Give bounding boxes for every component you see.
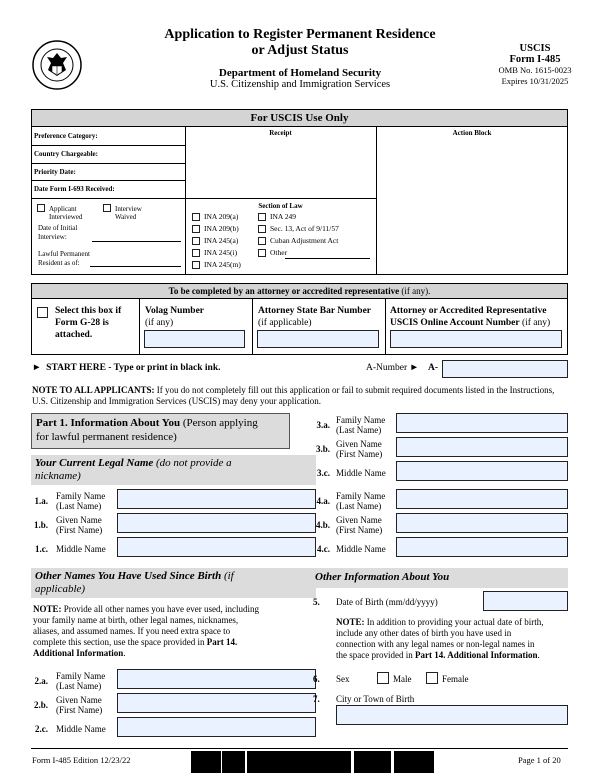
other-name-label: Middle Name (56, 724, 106, 734)
other-name-3-number: 3.b. (315, 444, 330, 454)
sex-male-label: Male (393, 674, 412, 684)
other-name-input[interactable] (117, 669, 316, 689)
priority-date-label: Priority Date: (34, 168, 76, 176)
other-names-note: NOTE: Provide all other names you have ever used, including your family name at birth, other legal names, nicknames, aliases, and assumed names. If you need extra space to complete this section, use the space provided in Part 14. Additional Information. (33, 604, 259, 658)
online-account-label-line1: Attorney or Accredited Representative (390, 306, 547, 316)
ina-left-label: INA 245(m) (204, 260, 241, 269)
current-name-label: Given Name (First Name) (56, 515, 103, 535)
agency-short: USCIS (519, 43, 551, 54)
other-name-label: Family Name (Last Name) (56, 671, 106, 691)
form-title-line2: or Adjust Status (251, 43, 349, 58)
date-initial-interview-label: Date of Initial Interview: (38, 224, 78, 241)
ina-left-label: INA 209(a) (204, 212, 239, 221)
volag-number-label: Volag Number (145, 306, 205, 316)
other-name-number: 2.a. (34, 676, 48, 686)
sex-number: 6. (313, 674, 320, 684)
dob-label: Date of Birth (mm/dd/yyyy) (336, 597, 438, 607)
part1-title: Part 1. Information About You (36, 417, 181, 429)
current-name-number: 1.a. (34, 496, 48, 506)
barcode (190, 751, 434, 773)
attorney-bar-number-note: (if applicable) (258, 318, 312, 328)
dob-number: 5. (313, 597, 320, 607)
g28-label-line1: Select this box if (55, 306, 122, 316)
country-chargeable-label: Country Chargeable: (34, 150, 98, 158)
sex-male-checkbox[interactable] (377, 672, 389, 684)
other-name-3-input[interactable] (396, 461, 568, 481)
resident-as-of-label: Resident as of: (38, 259, 80, 267)
current-name-label: Middle Name (56, 544, 106, 554)
current-name-input[interactable] (117, 489, 316, 509)
other-name-4-number: 4.b. (315, 520, 330, 530)
other-name-4-input[interactable] (396, 513, 568, 533)
ina-right-label: Cuban Adjustment Act (270, 236, 339, 245)
uscis-use-only-title: For USCIS Use Only (31, 109, 568, 127)
ina-left-checkbox[interactable] (192, 249, 200, 257)
other-name-4-number: 4.a. (316, 496, 330, 506)
online-account-number-input[interactable] (390, 330, 562, 348)
date-i693-label: Date Form I-693 Received: (34, 185, 115, 193)
ina-left-label: INA 245(a) (204, 236, 239, 245)
current-name-number: 1.c. (35, 544, 48, 554)
city-label: City or Town of Birth (336, 694, 415, 704)
expiration: Expires 10/31/2025 (501, 76, 569, 86)
ina-left-checkbox[interactable] (192, 261, 200, 269)
arrow-right-icon: ► (32, 363, 42, 373)
current-name-input[interactable] (117, 513, 316, 533)
volag-number-input[interactable] (144, 330, 245, 348)
current-name-label: Family Name (Last Name) (56, 491, 106, 511)
other-name-3-number: 3.a. (316, 420, 330, 430)
receipt-label: Receipt (269, 129, 292, 137)
ina-left-checkbox[interactable] (192, 213, 200, 221)
other-name-4-label: Given Name (First Name) (336, 515, 383, 535)
form-title: Application to Register Permanent Residence (164, 27, 436, 42)
ina-right-checkbox[interactable] (258, 225, 266, 233)
g28-label-line2: Form G-28 is (55, 318, 109, 328)
other-name-number: 2.b. (33, 700, 48, 710)
g28-label-line3: attached. (55, 330, 93, 340)
ina-left-checkbox[interactable] (192, 237, 200, 245)
dob-note: NOTE: In addition to providing your actual date of birth, include any other dates of birth you have used in connection with any legal names or non-legal names in the space provided in Part 14. Additional Information. (336, 617, 544, 660)
other-name-label: Given Name (First Name) (56, 695, 103, 715)
lawful-permanent-label: Lawful Permanent (38, 250, 90, 258)
other-name-3-label: Given Name (First Name) (336, 439, 383, 459)
a-number-label: A-Number ► (366, 363, 419, 373)
current-name-title: Your Current Legal Name (35, 457, 154, 469)
department: Department of Homeland Security (218, 67, 382, 79)
a-number-input[interactable] (442, 360, 568, 378)
note-to-applicants: NOTE TO ALL APPLICANTS: If you do not completely fill out this application or fail to submit required documents listed in the Instructions, U.S. Citizenship and Immigration Services (USCIS) may deny your application. (32, 385, 555, 406)
other-name-number: 2.c. (35, 724, 48, 734)
start-here: ► START HERE - Type or print in black ink. (32, 363, 221, 373)
ina-right-label: Other (270, 248, 288, 257)
a-number-prefix: A- (428, 363, 439, 373)
page-number: Page 1 of 20 (518, 755, 561, 765)
ina-right-checkbox[interactable] (258, 237, 266, 245)
applicant-interviewed-checkbox[interactable] (37, 204, 45, 212)
sex-female-checkbox[interactable] (426, 672, 438, 684)
attorney-bar-number-input[interactable] (257, 330, 379, 348)
other-name-4-input[interactable] (396, 489, 568, 509)
city-of-birth-input[interactable] (336, 705, 568, 725)
interview-waived-checkbox[interactable] (103, 204, 111, 212)
dhs-seal (32, 40, 82, 90)
other-name-4-input[interactable] (396, 537, 568, 557)
form-id: Form I-485 (509, 54, 561, 65)
attorney-heading: To be completed by an attorney or accredited representative (if any). (31, 283, 568, 299)
omb-number: OMB No. 1615-0023 (498, 65, 572, 75)
agency: U.S. Citizenship and Immigration Services (209, 79, 391, 90)
ina-left-label: INA 209(b) (204, 224, 239, 233)
other-name-4-number: 4.c. (317, 544, 330, 554)
sex-female-label: Female (442, 674, 469, 684)
form-edition: Form I-485 Edition 12/23/22 (32, 755, 131, 765)
other-name-3-label: Middle Name (336, 468, 386, 478)
ina-right-label: INA 249 (270, 212, 297, 221)
section-of-law-label: Section of Law (258, 202, 303, 210)
other-name-4-label: Family Name (Last Name) (336, 491, 386, 511)
other-name-input[interactable] (117, 693, 316, 713)
other-name-3-label: Family Name (Last Name) (336, 415, 386, 435)
volag-number-note: (if any) (145, 318, 174, 328)
other-info-title: Other Information About You (315, 571, 450, 583)
other-name-3-number: 3.c. (317, 468, 330, 478)
date-of-birth-input[interactable] (483, 591, 568, 611)
applicant-interviewed-label: Applicant Interviewed (49, 205, 83, 221)
current-name-input[interactable] (117, 537, 316, 557)
other-name-3-input[interactable] (396, 413, 568, 433)
ina-right-checkbox[interactable] (258, 213, 266, 221)
other-names-title: Other Names You Have Used Since Birth (35, 570, 222, 582)
online-account-label-line2: USCIS Online Account Number (390, 318, 520, 328)
attorney-bar-number-label: Attorney State Bar Number (258, 306, 372, 316)
g28-attached-checkbox[interactable] (37, 307, 48, 318)
preference-category-label: Preference Category: (34, 132, 98, 140)
online-account-note: (if any) (519, 318, 551, 328)
ina-left-checkbox[interactable] (192, 225, 200, 233)
ina-right-label: Sec. 13, Act of 9/11/57 (270, 224, 339, 233)
ina-right-checkbox[interactable] (258, 249, 266, 257)
ina-left-label: INA 245(i) (204, 248, 238, 257)
action-block-label: Action Block (452, 129, 492, 137)
interview-waived-label: Interview Waived (115, 205, 142, 221)
other-name-4-label: Middle Name (336, 544, 386, 554)
other-name-input[interactable] (117, 717, 316, 737)
part1-subtitle: for lawful permanent residence) (36, 431, 177, 443)
current-name-number: 1.b. (33, 520, 48, 530)
city-number: 7. (313, 694, 320, 704)
sex-label: Sex (336, 674, 350, 684)
other-name-3-input[interactable] (396, 437, 568, 457)
